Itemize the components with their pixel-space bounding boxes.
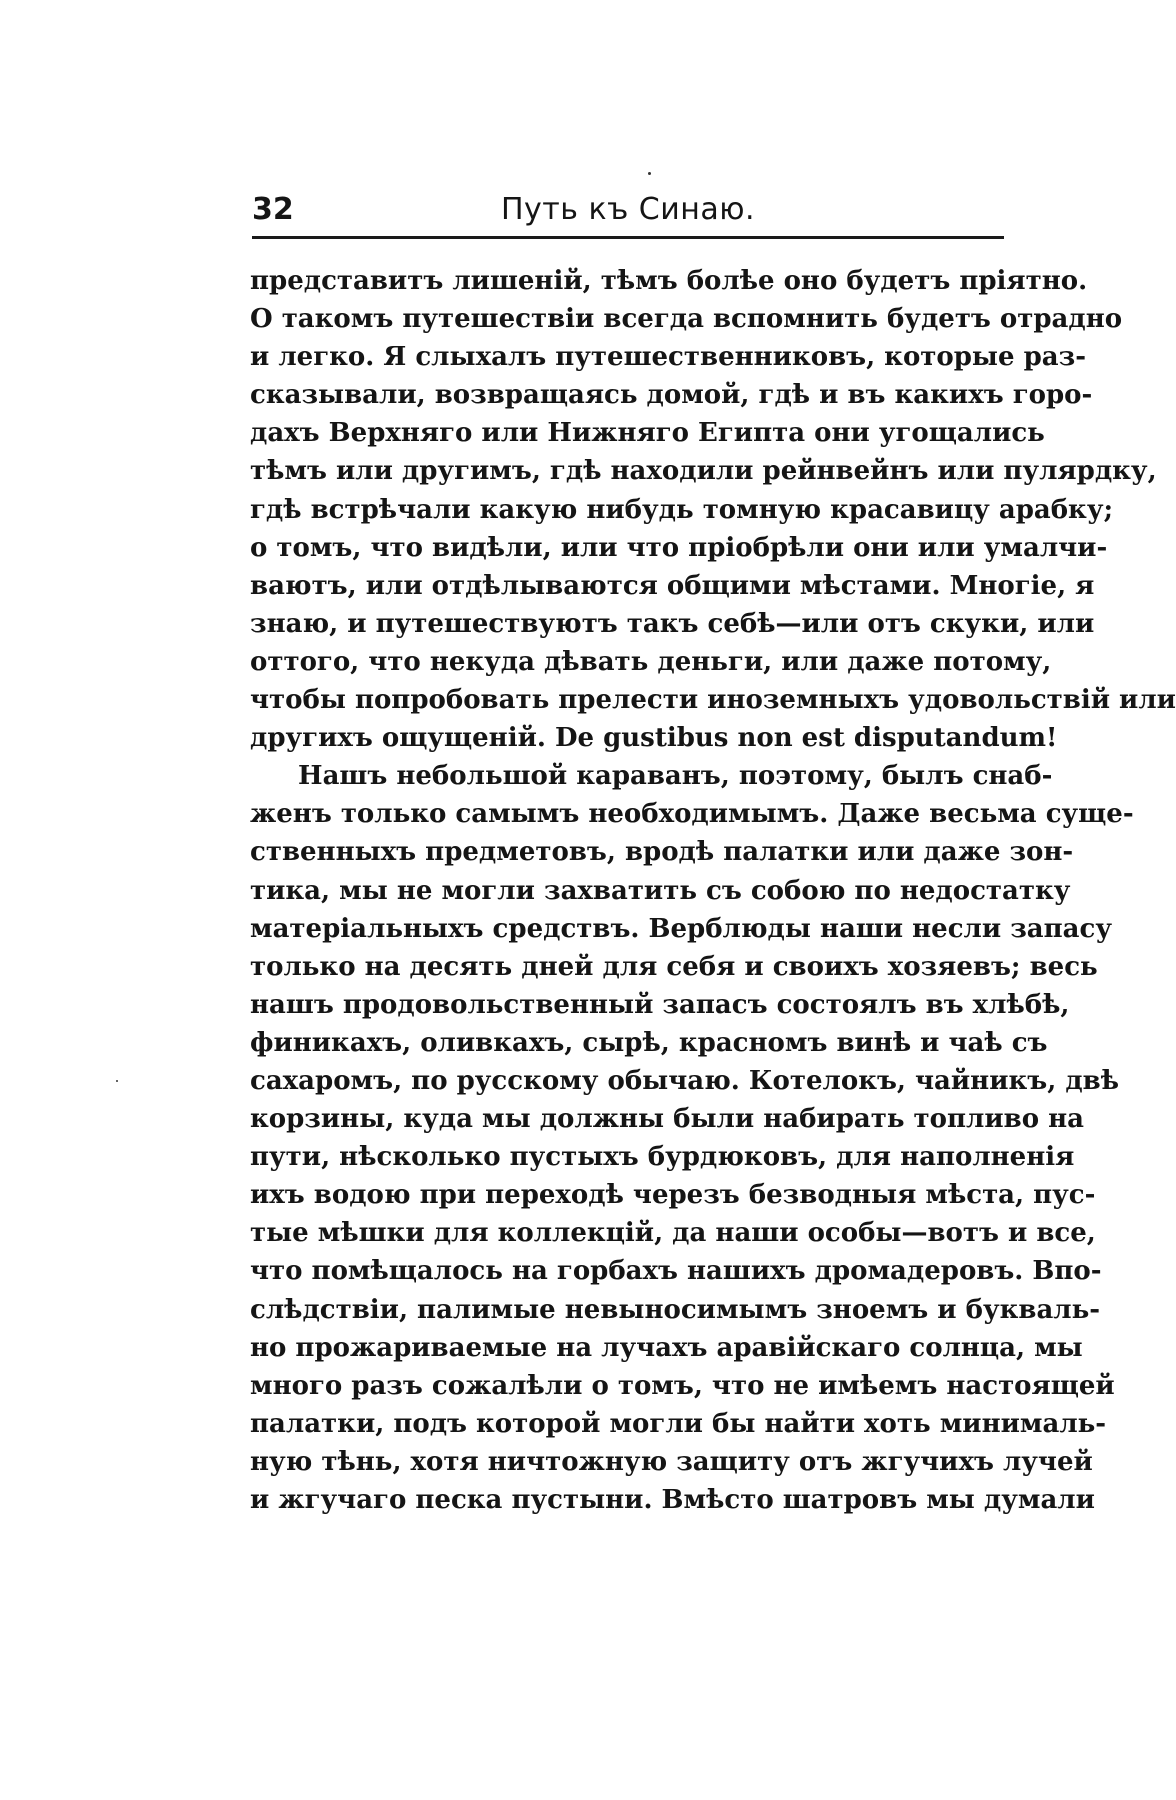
text-line: ную тѣнь, хотя ничтожную защиту отъ жгучихъ лучей: [250, 1446, 1093, 1477]
text-line: О такомъ путешествіи всегда вспомнить будетъ отрадно: [250, 304, 1123, 335]
text-line: ваютъ, или отдѣлываются общими мѣстами. Многіе, я: [250, 570, 1095, 601]
text-line: пути, нѣсколько пустыхъ бурдюковъ, для наполненія: [250, 1142, 1075, 1173]
text-line: женъ только самымъ необходимымъ. Даже весьма суще-: [250, 799, 1134, 830]
text-line: представитъ лишеній, тѣмъ болѣе оно будетъ пріятно.: [250, 266, 1088, 296]
paragraph-end-line: другихъ ощущеній. De gustibus non est disputandum!: [250, 723, 1058, 754]
text-line: ихъ водою при переходѣ черезъ безводныя мѣста, пус-: [250, 1180, 1096, 1211]
text-line: но прожариваемые на лучахъ аравійскаго солнца, мы: [250, 1332, 1083, 1363]
header-rule: [252, 236, 1004, 239]
text-line: корзины, куда мы должны были набирать топливо на: [250, 1104, 1084, 1135]
text-line: тика, мы не могли захватить съ собою по недостатку: [250, 875, 1071, 906]
text-line: тые мѣшки для коллекцій, да наши особы—вотъ и все,: [250, 1218, 1096, 1249]
text-line: и легко. Я слыхалъ путешественниковъ, которые раз-: [250, 342, 1086, 373]
text-line: ственныхъ предметовъ, вродѣ палатки или даже зон-: [250, 837, 1074, 868]
text-line: слѣдствіи, палимые невыносимымъ зноемъ и букваль-: [250, 1294, 1101, 1325]
running-title: Путь къ Синаю.: [500, 192, 756, 227]
text-line: оттого, что некуда дѣвать деньги, или даже потому,: [250, 646, 1052, 677]
text-line: дахъ Верхняго или Нижняго Египта они угощались: [250, 418, 1045, 449]
text-line: и жгучаго песка пустыни. Вмѣсто шатровъ мы думали: [250, 1485, 1095, 1515]
text-line: сказывали, возвращаясь домой, гдѣ и въ какихъ горо-: [250, 380, 1093, 411]
page-number: 32: [252, 192, 294, 227]
text-line: гдѣ встрѣчали какую нибудь томную красавицу арабку;: [250, 494, 1114, 525]
page-header: [252, 190, 1004, 240]
text-line: о томъ, что видѣли, или что пріобрѣли они или умалчи-: [250, 532, 1108, 563]
scan-speck: [648, 172, 651, 175]
scan-speck: [116, 1080, 118, 1082]
text-line: финикахъ, оливкахъ, сырѣ, красномъ винѣ и чаѣ съ: [250, 1027, 1048, 1058]
text-line: знаю, и путешествуютъ такъ себѣ—или отъ скуки, или: [250, 608, 1095, 639]
text-line: только на десять дней для себя и своихъ хозяевъ; весь: [250, 951, 1098, 982]
text-line: матеріальныхъ средствъ. Верблюды наши несли запасу: [250, 913, 1112, 944]
text-line: что помѣщалось на горбахъ нашихъ дромадеровъ. Впо-: [250, 1256, 1102, 1287]
text-line: сахаромъ, по русскому обычаю. Котелокъ, чайникъ, двѣ: [250, 1065, 1119, 1096]
text-line: нашъ продовольственный запасъ состоялъ въ хлѣбѣ,: [250, 989, 1070, 1020]
text-line: тѣмъ или другимъ, гдѣ находили рейнвейнъ или пулярдку,: [250, 456, 1157, 487]
text-line: чтобы попробовать прелести иноземныхъ удовольствій или: [250, 685, 1176, 716]
paragraph-start-line: Нашъ небольшой караванъ, поэтому, былъ снаб-: [298, 761, 1053, 792]
body-text: [250, 262, 1176, 1519]
text-line: много разъ сожалѣли о томъ, что не имѣемъ настоящей: [250, 1370, 1115, 1401]
text-line: палатки, подъ которой могли бы найти хоть минималь-: [250, 1408, 1107, 1439]
